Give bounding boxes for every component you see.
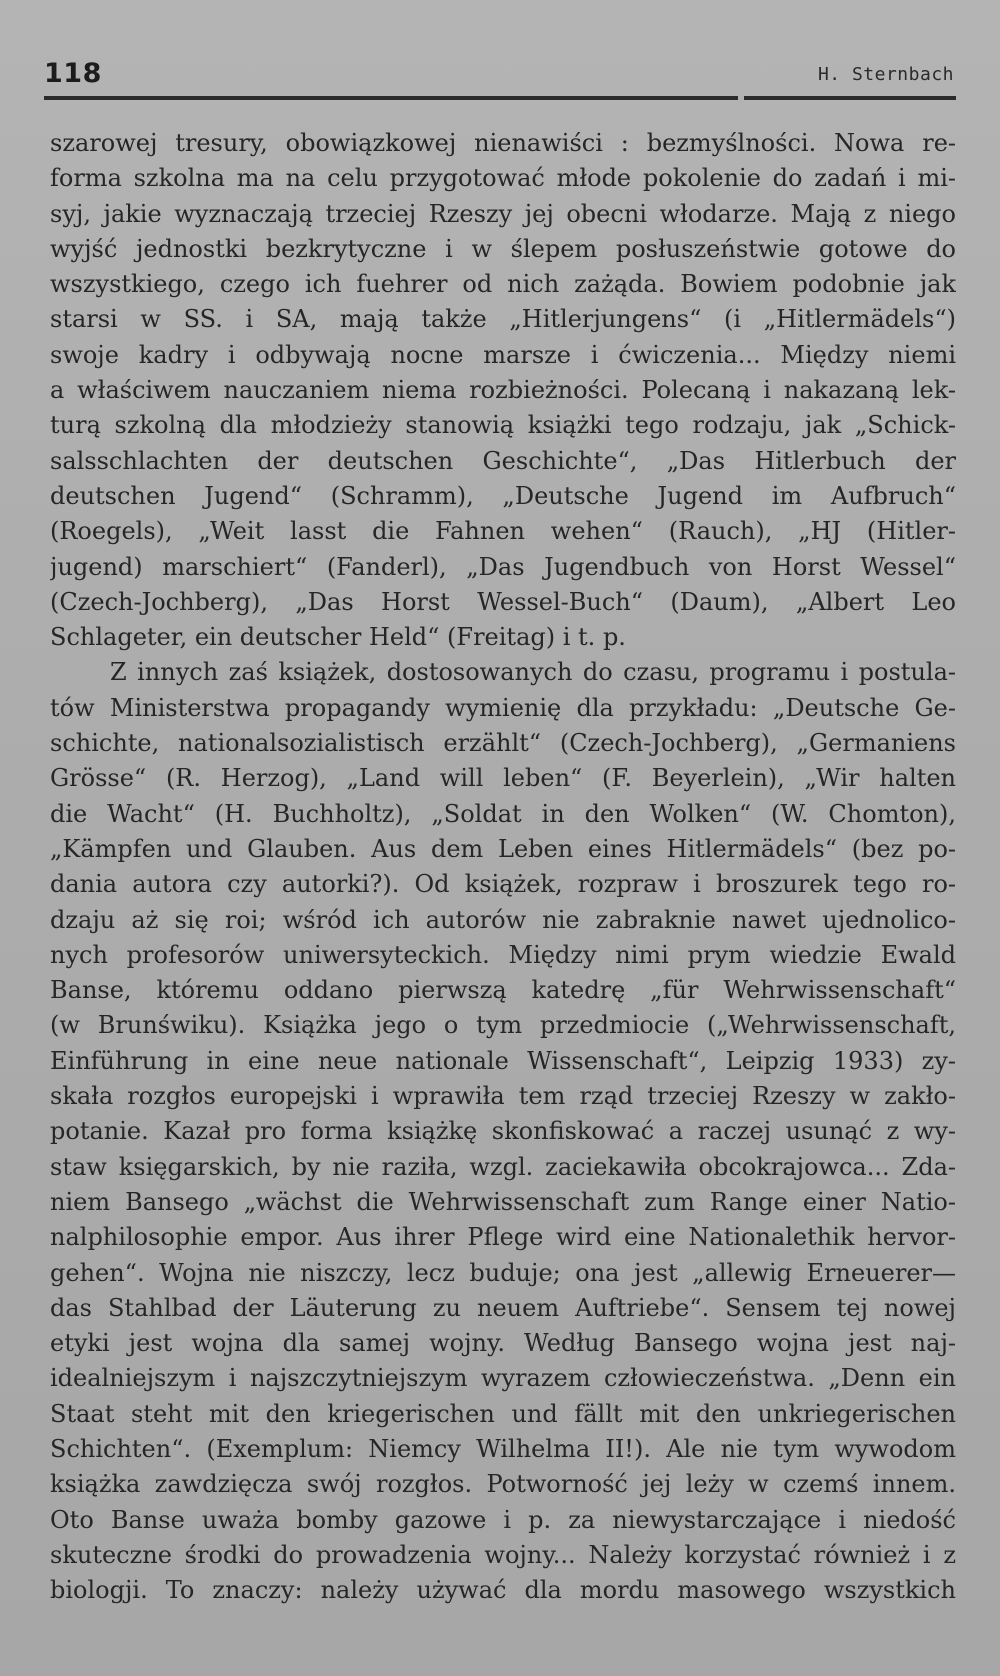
text-line: Oto Banse uważa bomby gazowe i p. za niewystarczające i niedość [50,1505,956,1534]
running-head-author: H. Sternbach [817,64,954,85]
text-line: die Wacht“ (H. Buchholtz), „Soldat in den Wolken“ (W. Chomton), [50,799,956,828]
text-line: Einführung in eine neue nationale Wissenschaft“, Leipzig 1933) zy- [50,1046,956,1075]
text-line: wszystkiego, czego ich fuehrer od nich zażąda. Bowiem podobnie jak [50,270,956,299]
text-line: a właściwem nauczaniem niema rozbieżności. Polecaną i nakazaną lek- [50,376,956,405]
text-line: (Roegels), „Weit lasst die Fahnen wehen“ (Rauch), „HJ (Hitler- [50,517,956,546]
text-line: Grösse“ (R. Herzog), „Land will leben“ (F. Beyerlein), „Wir halten [50,764,956,793]
text-line: syj, jakie wyznaczają trzeciej Rzeszy jej obecni włodarze. Mają z niego [50,199,956,228]
text-line: swoje kadry i odbywają nocne marsze i ćwiczenia... Między niemi [50,340,956,369]
text-line: jugend) marschiert“ (Fanderl), „Das Jugendbuch von Horst Wessel“ [50,552,956,581]
text-line: tów Ministerstwa propagandy wymienię dla przykładu: „Deutsche Ge- [50,693,956,722]
text-line: forma szkolna ma na celu przygotować młode pokolenie do zadań i mi- [50,164,956,193]
text-line: potanie. Kazał pro forma książkę skonfiskować a raczej usunąć z wy- [50,1117,956,1146]
text-line: Banse, któremu oddano pierwszą katedrę „für Wehrwissenschaft“ [50,976,956,1005]
text-line: deutschen Jugend“ (Schramm), „Deutsche Jugend im Aufbruch“ [50,481,956,510]
text-line: „Kämpfen und Glauben. Aus dem Leben eines Hitlermädels“ (bez po- [50,834,956,863]
text-line: dania autora czy autorki?). Od książek, rozpraw i broszurek tego ro- [50,870,956,899]
text-line: starsi w SS. i SA, mają także „Hitlerjungens“ (i „Hitlermädels“) [50,305,956,334]
text-line: Staat steht mit den kriegerischen und fällt mit den unkriegerischen [50,1399,956,1428]
text-line: schichte, nationalsozialistisch erzählt“ (Czech-Jochberg), „Germaniens [50,729,956,758]
text-line: Schichten“. (Exemplum: Niemcy Wilhelma II!). Ale nie tym wywodom [50,1434,956,1463]
text-line: nych profesorów uniwersyteckich. Między nimi prym wiedzie Ewald [50,940,956,969]
text-line: salsschlachten der deutschen Geschichte“, „Das Hitlerbuch der [50,446,956,475]
text-line: idealniejszym i najszczytniejszym wyrazem człowieczeństwa. „Denn ein [50,1364,956,1393]
header-rule [44,96,956,100]
text-line: nalphilosophie empor. Aus ihrer Pflege wird eine Nationalethik hervor- [50,1223,956,1252]
page-header [44,58,956,92]
text-line: skała rozgłos europejski i wprawiła tem rząd trzeciej Rzeszy w zakło- [50,1082,956,1111]
body-text [50,126,956,1608]
paragraph-first-line: Z innych zaś książek, dostosowanych do czasu, programu i postula- [110,658,956,687]
page-number: 118 [44,58,102,89]
text-line: (w Brunświku). Książka jego o tym przedmiocie („Wehrwissenschaft, [50,1011,956,1040]
text-line: biologji. To znaczy: należy używać dla mordu masowego wszystkich [50,1576,956,1605]
text-line: (Czech-Jochberg), „Das Horst Wessel-Buch“ (Daum), „Albert Leo [50,587,956,616]
header-rule-gap [738,94,744,102]
text-line: etyki jest wojna dla samej wojny. Według Bansego wojna jest naj- [50,1329,956,1358]
text-line: das Stahlbad der Läuterung zu neuem Auftriebe“. Sensem tej nowej [50,1293,956,1322]
text-line: skuteczne środki do prowadzenia wojny... Należy korzystać również i z [50,1540,956,1569]
text-line: turą szkolną dla młodzieży stanowią książki tego rodzaju, jak „Schick- [50,411,956,440]
text-line: Schlageter, ein deutscher Held“ (Freitag) i t. p. [50,623,626,652]
text-line: niem Bansego „wächst die Wehrwissenschaft zum Range einer Natio- [50,1187,956,1216]
text-line: książka zawdzięcza swój rozgłos. Potworność jej leży w czemś innem. [50,1470,956,1499]
text-line: gehen“. Wojna nie niszczy, lecz buduje; ona jest „allewig Erneuerer— [50,1258,956,1287]
text-line: wyjść jednostki bezkrytyczne i w ślepem posłuszeństwie gotowe do [50,234,956,263]
text-line: staw księgarskich, by nie raziła, wzgl. zaciekawiła obcokrajowca... Zda- [50,1152,956,1181]
text-line: szarowej tresury, obowiązkowej nienawiści : bezmyślności. Nowa re- [50,129,956,157]
text-line: dzaju aż się roi; wśród ich autorów nie zabraknie nawet ujednolico- [50,905,956,934]
